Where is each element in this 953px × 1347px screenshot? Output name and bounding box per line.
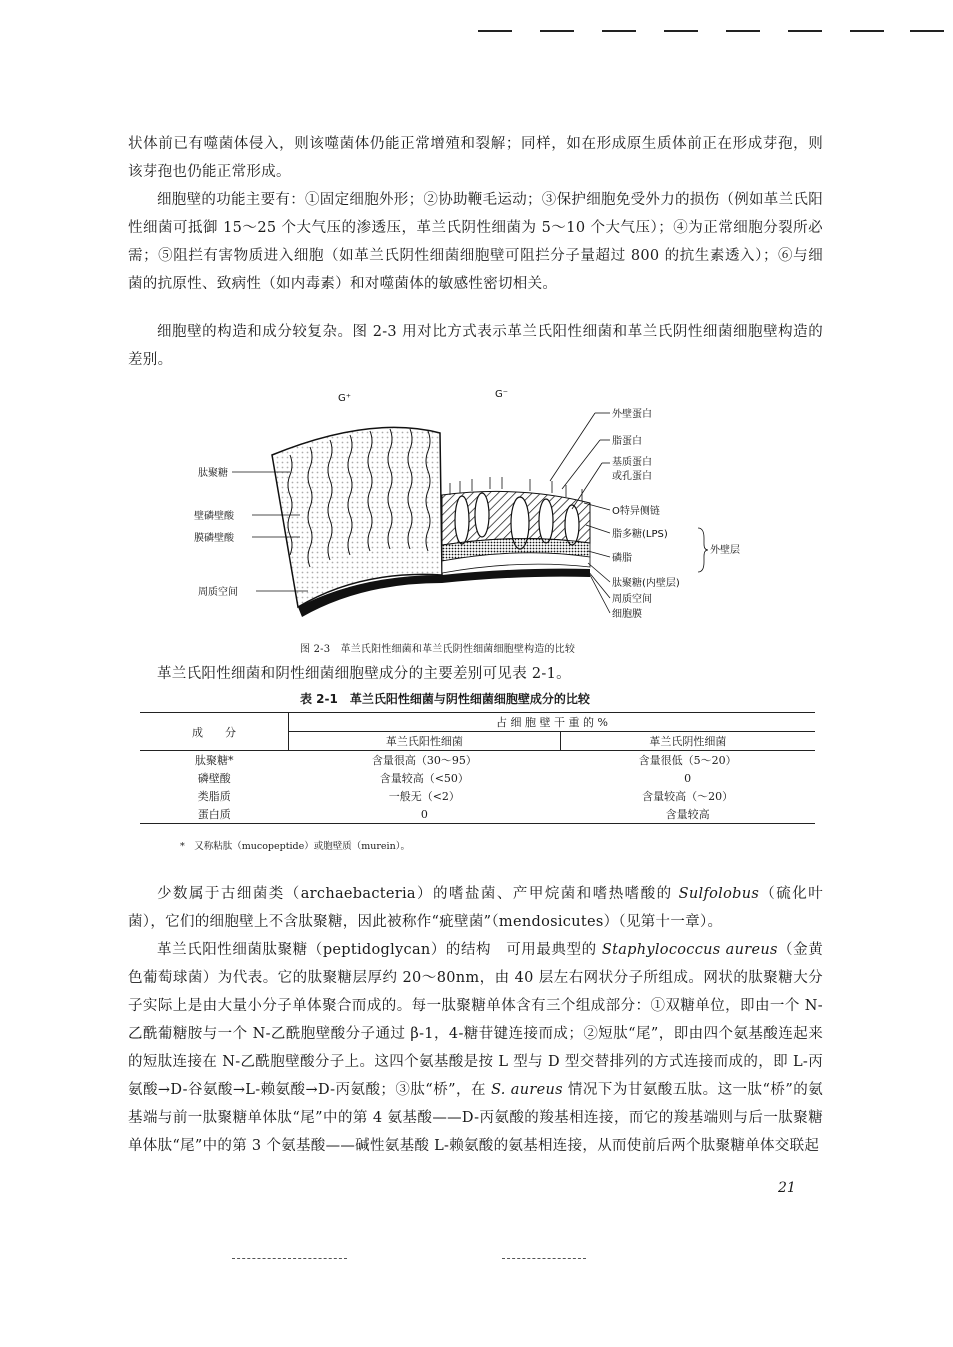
row-name: 蛋白质 — [140, 805, 289, 824]
table-title: 表 2-1 革兰氏阳性细菌与阴性细菌细胞壁成分的比较 — [300, 692, 590, 706]
label-wall-teichoic-acid: 壁磷壁酸 — [194, 511, 234, 522]
label-outer-wall-layer: 外壁层 — [710, 545, 740, 556]
paragraph-3: 细胞壁的构造和成分较复杂。图 2-3 用对比方式表示革兰氏阳性细菌和革兰氏阴性细菌细胞壁构造的差别。 — [128, 324, 823, 368]
row-name: 磷壁酸 — [197, 772, 231, 785]
row-neg: 含量较高（～20） — [642, 790, 734, 803]
footer-mark-left — [232, 1258, 347, 1261]
col-group-dry-weight: 占 细 胞 壁 干 重 的 % — [289, 713, 816, 732]
label-matrix-protein: 基质蛋白 — [612, 457, 652, 468]
table-row — [140, 751, 815, 770]
row-neg: 含量很低（5～20） — [638, 754, 737, 767]
label-periplasmic-space-right: 周质空间 — [612, 594, 652, 605]
col-component: 成 分 — [140, 713, 289, 751]
row-pos: 含量较高（<50） — [379, 772, 469, 785]
label-periplasmic-space-left: 周质空间 — [198, 587, 238, 598]
col-gram-positive: 革兰氏阳性细菌 — [289, 732, 561, 751]
table-row — [140, 769, 815, 787]
paragraph-4: 革兰氏阳性细菌和阴性细菌细胞壁成分的主要差别可见表 2-1。 — [157, 666, 571, 682]
composition-table — [140, 712, 815, 824]
paragraph-1: 状体前已有噬菌体侵入，则该噬菌体仍能正常增殖和裂解；同样，如在形成原生质体前正在形成芽孢，则该芽孢也仍能正常形成。 — [128, 136, 823, 180]
footer-mark-right — [502, 1258, 586, 1261]
label-outer-wall-protein: 外壁蛋白 — [612, 409, 652, 420]
table-row — [140, 787, 815, 805]
label-o-specific-chain: O特异侧链 — [612, 506, 660, 517]
row-name: 肽聚糖* — [195, 754, 234, 767]
col-gram-negative: 革兰氏阴性细菌 — [560, 732, 815, 751]
cell-wall-figure — [190, 385, 750, 635]
table-footnote: * 又称粘肽（mucopeptide）或胞壁质（murein）。 — [180, 841, 410, 852]
paragraph-2: 细胞壁的功能主要有：①固定细胞外形；②协助鞭毛运动；③保护细胞免受外力的损伤（例如革兰氏阳性细菌可抵御 15～25 个大气压的渗透压，革兰氏阴性细菌为 5～10 个大气压）；④为正常细胞分裂所必需；⑤阻拦有害物质进入细胞（如革兰氏阴性细菌细胞壁可阻拦分子量超过 800 的抗生素透入）；⑥与细菌的抗原性、致病性（如内毒素）和对噬菌体的敏感性密切相关。 — [128, 192, 823, 292]
label-lipoteichoic-acid: 膜磷壁酸 — [194, 533, 234, 544]
paragraph-5: 少数属于古细菌类（archaebacteria）的嗜盐菌、产甲烷菌和嗜热嗜酸的 Sulfolobus（硫化叶菌），它们的细胞壁上不含肽聚糖，因此被称作“疵壁菌”（mendosicutes）（见第十一章）。 — [128, 886, 823, 930]
page-number: 21 — [778, 1180, 796, 1196]
figure-caption: 图 2-3 革兰氏阳性细菌和革兰氏阴性细菌细胞壁构造的比较 — [300, 644, 576, 655]
label-phospholipid: 磷脂 — [612, 553, 632, 564]
table-row — [140, 805, 815, 824]
label-cell-membrane: 细胞膜 — [612, 609, 642, 620]
gram-positive-label: G⁺ — [338, 393, 352, 404]
header-rule — [478, 30, 938, 34]
label-porin: 或孔蛋白 — [612, 471, 652, 482]
gram-negative-label: G⁻ — [495, 389, 509, 400]
row-neg: 含量较高 — [560, 805, 815, 824]
row-pos: 含量很高（30～95） — [371, 754, 477, 767]
label-lipoprotein: 脂蛋白 — [612, 436, 642, 447]
label-lps: 脂多糖(LPS) — [612, 529, 668, 540]
paragraph-6: 革兰氏阳性细菌肽聚糖（peptidoglycan）的结构 可用最典型的 Staphylococcus aureus（金黄色葡萄球菌）为代表。它的肽聚糖层厚约 20～80nm，由 40 层左右网状分子所组成。网状的肽聚糖大分子实际上是由大量小分子单体聚合而成的。每一肽聚糖单体含有三个组成部分：①双糖单位，即由一个 N-乙酰葡糖胺与一个 N-乙酰胞壁酸分子通过 β-1，4-糖苷键连接而成；②短肽“尾”，即由四个氨基酸连起来的短肽连接在 N-乙酰胞壁酸分子上。这四个氨基酸是按 L 型与 D 型交替排列的方式连接而成的，即 L-丙氨酸→D-谷氨酸→L-赖氨酸→D-丙氨酸；③肽“桥”，在 S. aureus 情况下为甘氨酸五肽。这一肽“桥”的氨基端与前一肽聚糖单体肽“尾”中的第 4 氨基酸——D-丙氨酸的羧基相连接，而它的羧基端则与后一肽聚糖单体肽“尾”中的第 3 个氨基酸——碱性氨基酸 L-赖氨酸的氨基相连接，从而使前后两个肽聚糖单体交联起 — [128, 942, 823, 1154]
row-pos: 0 — [289, 805, 561, 824]
row-name: 类脂质 — [197, 790, 231, 803]
label-inner-peptidoglycan: 肽聚糖(内壁层) — [612, 578, 680, 589]
row-neg: 0 — [684, 771, 692, 785]
row-pos: 一般无（<2） — [388, 790, 460, 803]
label-peptidoglycan: 肽聚糖 — [198, 468, 228, 479]
